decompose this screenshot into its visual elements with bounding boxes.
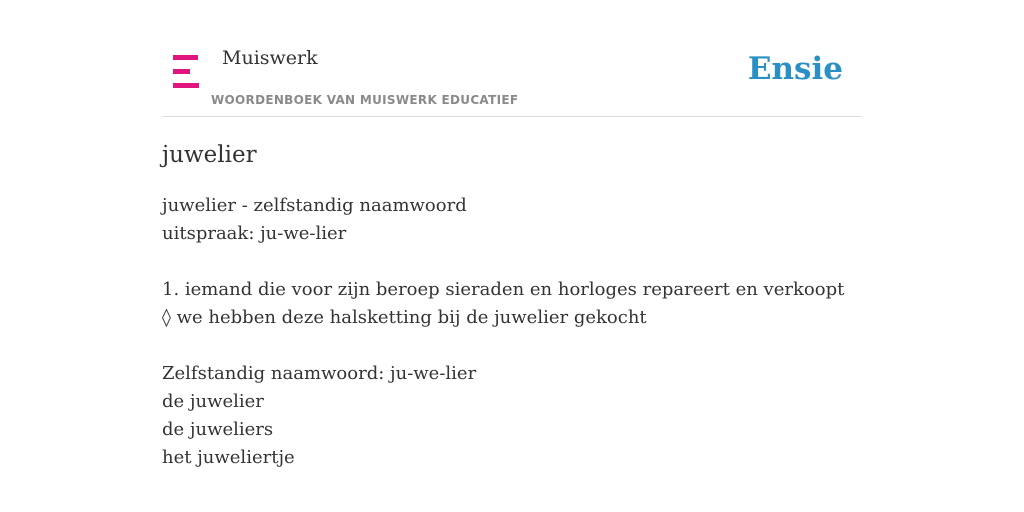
form-item: de juweliers — [162, 419, 274, 440]
example-line: ◊ we hebben deze halsketting bij de juwelier gekocht — [162, 307, 647, 328]
site-subtitle: WOORDENBOEK VAN MUISWERK EDUCATIEF — [211, 93, 519, 107]
page-title: juwelier — [162, 142, 257, 168]
muiswerk-logo-icon[interactable] — [173, 55, 201, 89]
forms-heading: Zelfstandig naamwoord: ju-we-lier — [162, 363, 477, 384]
dictionary-entry — [162, 192, 862, 472]
site-header — [162, 0, 862, 117]
form-item: de juwelier — [162, 391, 264, 412]
definition-line: 1. iemand die voor zijn beroep sieraden en horloges repareert en verkoopt — [162, 279, 845, 300]
spacer — [162, 248, 862, 276]
site-name-link[interactable]: Muiswerk — [222, 47, 318, 69]
part-of-speech-line: juwelier - zelfstandig naamwoord — [162, 195, 467, 216]
spacer — [162, 332, 862, 360]
pronunciation-line: uitspraak: ju-we-lier — [162, 223, 347, 244]
ensie-logo-link[interactable]: Ensie — [747, 51, 843, 87]
form-item: het juweliertje — [162, 447, 295, 468]
